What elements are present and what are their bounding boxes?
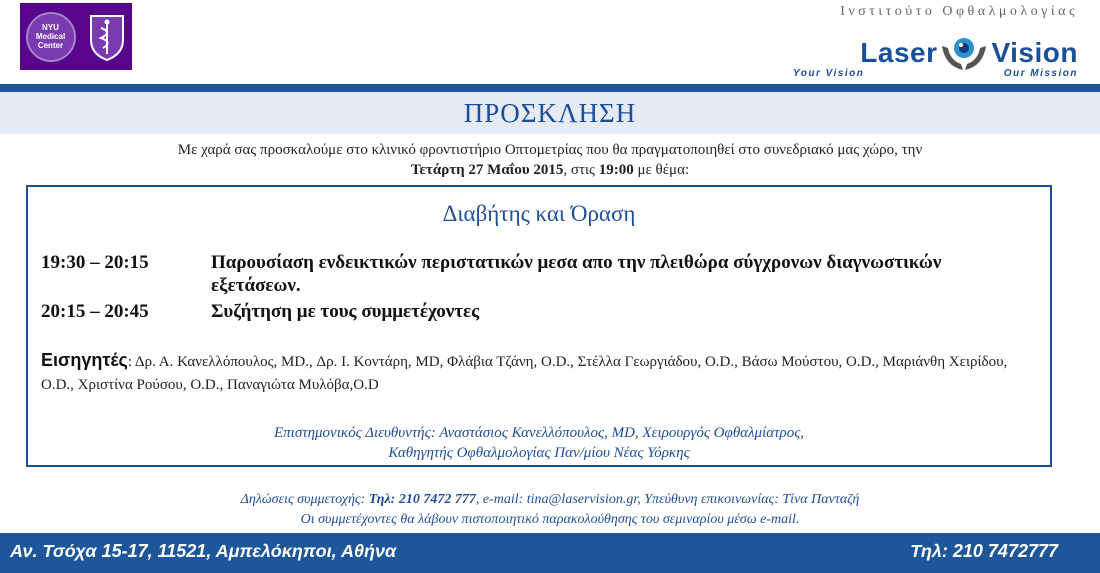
director-title: Καθηγητής Οφθαλμολογίας Παν/μίου Νέας Υόρκης (388, 445, 690, 461)
speakers-list (41, 349, 1036, 397)
nyu-logo-text: NYU Medical Center (35, 23, 66, 50)
invitation-title: ΠΡΟΣΚΛΗΣΗ (0, 92, 1100, 134)
tagline-left: Your Vision (793, 68, 865, 79)
registration-contact (0, 490, 1100, 530)
page-header (0, 0, 1100, 84)
nyu-medical-center-logo (20, 3, 132, 70)
institute-name: Ινστιτούτο Οφθαλμολογίας (840, 4, 1078, 19)
header-divider-bar (0, 84, 1100, 92)
speakers-label: Εισηγητές (41, 350, 128, 370)
schedule-item (41, 300, 1021, 323)
schedule-time: 19:30 – 20:15 (41, 252, 149, 273)
intro-mid: , στις (563, 162, 599, 178)
program-box (26, 185, 1052, 467)
certificate-note: Οι συμμετέχοντες θα λάβουν πιστοποιητικό παρακολούθησης του σεμιναρίου μέσω e-mail. (300, 512, 800, 527)
intro-end: με θέμα: (633, 162, 690, 178)
schedule-description: Παρουσίαση ενδεικτικών περιστατικών μεσα απο την πλειθώρα σύγχρονων διαγνωστικών εξετάσεων. (211, 252, 942, 296)
brand-word-vision: Vision (991, 37, 1078, 68)
director-line: Επιστημονικός Διευθυντής: Αναστάσιος Κανελλόπουλος, MD, Χειρουργός Οφθαλμίατρος, (273, 425, 805, 441)
schedule-time: 20:15 – 20:45 (41, 301, 149, 322)
schedule-description: Συζήτηση με τους συμμετέχοντες (211, 301, 480, 322)
nyu-seal-icon (26, 12, 76, 62)
tagline-right: Our Mission (1003, 68, 1078, 79)
contact-details: , e-mail: tina@laservision.gr, Υπεύθυνη επικοινωνίας: Τίνα Πανταζή (475, 492, 860, 507)
speakers-names: : Δρ. Α. Κανελλόπουλος, MD., Δρ. Ι. Κοντάρη, MD, Φλάβια Τζάνη, O.D., Στέλλα Γεωργιάδου, O.D., Βάσω Μούστου, O.D., Μαριάνθη Χειρίδου, O.D., Χριστίνα Ρούσου, O.D., Παναγιώτα Μυλόβα,O.D (41, 354, 1008, 393)
footer-phone: Τηλ: 210 7472777 (910, 541, 1058, 561)
invitation-intro (30, 140, 1070, 180)
intro-line: Με χαρά σας προσκαλούμε στο κλινικό φροντιστήριο Οπτομετρίας που θα πραγματοποιηθεί στο συνεδριακό μας χώρο, την (177, 142, 923, 158)
laser-vision-logo (778, 4, 1078, 79)
page-footer (0, 533, 1100, 573)
caduceus-shield-icon (87, 12, 127, 62)
brand-tagline (793, 68, 1078, 79)
event-time: 19:00 (598, 162, 634, 178)
brand-word-laser: Laser (860, 37, 938, 68)
schedule-item (41, 251, 1021, 297)
event-date: Τετάρτη 27 Μαΐου 2015 (410, 162, 564, 178)
contact-phone: Τηλ: 210 7472 777 (368, 492, 476, 507)
scientific-director (28, 423, 1050, 463)
program-topic: Διαβήτης και Όραση (442, 201, 636, 226)
contact-prefix: Δηλώσεις συμμετοχής: (240, 492, 369, 507)
footer-address: Αν. Τσόχα 15-17, 11521, Αμπελόκηποι, Αθήνα (10, 541, 397, 561)
